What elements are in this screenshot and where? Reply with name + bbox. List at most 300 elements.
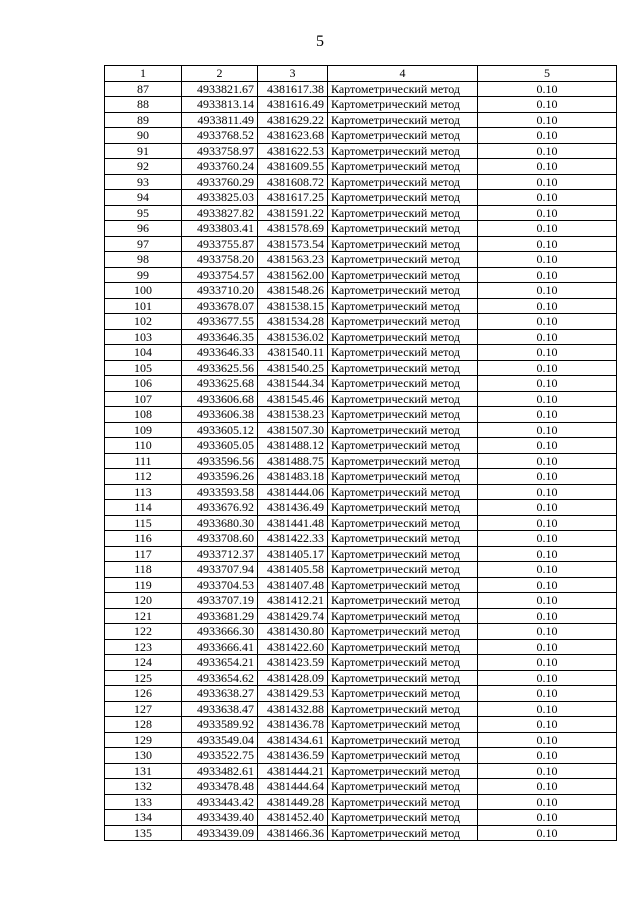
x-coordinate-cell: 4933754.57 bbox=[182, 267, 258, 283]
y-coordinate-cell: 4381548.26 bbox=[258, 283, 328, 299]
accuracy-cell: 0.10 bbox=[478, 608, 617, 624]
y-coordinate-cell: 4381538.15 bbox=[258, 298, 328, 314]
method-cell: Картометрический метод bbox=[328, 748, 478, 764]
y-coordinate-cell: 4381538.23 bbox=[258, 407, 328, 423]
method-cell: Картометрический метод bbox=[328, 298, 478, 314]
table-row bbox=[105, 314, 617, 330]
method-cell: Картометрический метод bbox=[328, 252, 478, 268]
point-number-cell: 119 bbox=[105, 577, 182, 593]
point-number-cell: 100 bbox=[105, 283, 182, 299]
method-cell: Картометрический метод bbox=[328, 143, 478, 159]
point-number-cell: 105 bbox=[105, 360, 182, 376]
x-coordinate-cell: 4933760.29 bbox=[182, 174, 258, 190]
x-coordinate-cell: 4933707.94 bbox=[182, 562, 258, 578]
method-cell: Картометрический метод bbox=[328, 624, 478, 640]
accuracy-cell: 0.10 bbox=[478, 407, 617, 423]
method-cell: Картометрический метод bbox=[328, 779, 478, 795]
point-number-cell: 120 bbox=[105, 593, 182, 609]
x-coordinate-cell: 4933825.03 bbox=[182, 190, 258, 206]
x-coordinate-cell: 4933625.68 bbox=[182, 376, 258, 392]
point-number-cell: 114 bbox=[105, 500, 182, 516]
y-coordinate-cell: 4381405.17 bbox=[258, 546, 328, 562]
accuracy-cell: 0.10 bbox=[478, 329, 617, 345]
method-cell: Картометрический метод bbox=[328, 174, 478, 190]
accuracy-cell: 0.10 bbox=[478, 515, 617, 531]
y-coordinate-cell: 4381622.53 bbox=[258, 143, 328, 159]
table-row bbox=[105, 701, 617, 717]
x-coordinate-cell: 4933478.48 bbox=[182, 779, 258, 795]
table-row bbox=[105, 779, 617, 795]
y-coordinate-cell: 4381429.53 bbox=[258, 686, 328, 702]
method-cell: Картометрический метод bbox=[328, 267, 478, 283]
table-row bbox=[105, 422, 617, 438]
method-cell: Картометрический метод bbox=[328, 112, 478, 128]
point-number-cell: 108 bbox=[105, 407, 182, 423]
table-row bbox=[105, 453, 617, 469]
method-cell: Картометрический метод bbox=[328, 205, 478, 221]
y-coordinate-cell: 4381507.30 bbox=[258, 422, 328, 438]
accuracy-cell: 0.10 bbox=[478, 717, 617, 733]
accuracy-cell: 0.10 bbox=[478, 624, 617, 640]
table-row bbox=[105, 267, 617, 283]
point-number-cell: 98 bbox=[105, 252, 182, 268]
table-row bbox=[105, 298, 617, 314]
column-header-4: 4 bbox=[328, 66, 478, 82]
y-coordinate-cell: 4381608.72 bbox=[258, 174, 328, 190]
accuracy-cell: 0.10 bbox=[478, 205, 617, 221]
y-coordinate-cell: 4381540.25 bbox=[258, 360, 328, 376]
y-coordinate-cell: 4381609.55 bbox=[258, 159, 328, 175]
method-cell: Картометрический метод bbox=[328, 376, 478, 392]
accuracy-cell: 0.10 bbox=[478, 221, 617, 237]
y-coordinate-cell: 4381452.40 bbox=[258, 810, 328, 826]
accuracy-cell: 0.10 bbox=[478, 128, 617, 144]
table-row bbox=[105, 345, 617, 361]
accuracy-cell: 0.10 bbox=[478, 748, 617, 764]
table-row bbox=[105, 174, 617, 190]
method-cell: Картометрический метод bbox=[328, 810, 478, 826]
method-cell: Картометрический метод bbox=[328, 763, 478, 779]
x-coordinate-cell: 4933482.61 bbox=[182, 763, 258, 779]
x-coordinate-cell: 4933605.12 bbox=[182, 422, 258, 438]
y-coordinate-cell: 4381436.59 bbox=[258, 748, 328, 764]
y-coordinate-cell: 4381534.28 bbox=[258, 314, 328, 330]
method-cell: Картометрический метод bbox=[328, 794, 478, 810]
y-coordinate-cell: 4381434.61 bbox=[258, 732, 328, 748]
x-coordinate-cell: 4933638.27 bbox=[182, 686, 258, 702]
accuracy-cell: 0.10 bbox=[478, 469, 617, 485]
point-number-cell: 102 bbox=[105, 314, 182, 330]
table-row bbox=[105, 329, 617, 345]
accuracy-cell: 0.10 bbox=[478, 562, 617, 578]
x-coordinate-cell: 4933758.20 bbox=[182, 252, 258, 268]
table-row bbox=[105, 515, 617, 531]
x-coordinate-cell: 4933681.29 bbox=[182, 608, 258, 624]
point-number-cell: 104 bbox=[105, 345, 182, 361]
y-coordinate-cell: 4381573.54 bbox=[258, 236, 328, 252]
point-number-cell: 103 bbox=[105, 329, 182, 345]
x-coordinate-cell: 4933589.92 bbox=[182, 717, 258, 733]
y-coordinate-cell: 4381616.49 bbox=[258, 97, 328, 113]
table-row bbox=[105, 608, 617, 624]
table-row bbox=[105, 128, 617, 144]
table-row bbox=[105, 236, 617, 252]
y-coordinate-cell: 4381430.80 bbox=[258, 624, 328, 640]
table-row bbox=[105, 655, 617, 671]
column-header-5: 5 bbox=[478, 66, 617, 82]
y-coordinate-cell: 4381423.59 bbox=[258, 655, 328, 671]
accuracy-cell: 0.10 bbox=[478, 252, 617, 268]
point-number-cell: 118 bbox=[105, 562, 182, 578]
table-row bbox=[105, 732, 617, 748]
x-coordinate-cell: 4933704.53 bbox=[182, 577, 258, 593]
point-number-cell: 113 bbox=[105, 484, 182, 500]
x-coordinate-cell: 4933811.49 bbox=[182, 112, 258, 128]
method-cell: Картометрический метод bbox=[328, 81, 478, 97]
y-coordinate-cell: 4381578.69 bbox=[258, 221, 328, 237]
y-coordinate-cell: 4381429.74 bbox=[258, 608, 328, 624]
point-number-cell: 111 bbox=[105, 453, 182, 469]
x-coordinate-cell: 4933768.52 bbox=[182, 128, 258, 144]
x-coordinate-cell: 4933710.20 bbox=[182, 283, 258, 299]
table-row bbox=[105, 593, 617, 609]
accuracy-cell: 0.10 bbox=[478, 453, 617, 469]
point-number-cell: 132 bbox=[105, 779, 182, 795]
table-row bbox=[105, 221, 617, 237]
accuracy-cell: 0.10 bbox=[478, 81, 617, 97]
point-number-cell: 95 bbox=[105, 205, 182, 221]
y-coordinate-cell: 4381436.78 bbox=[258, 717, 328, 733]
accuracy-cell: 0.10 bbox=[478, 577, 617, 593]
point-number-cell: 130 bbox=[105, 748, 182, 764]
x-coordinate-cell: 4933439.09 bbox=[182, 825, 258, 841]
point-number-cell: 121 bbox=[105, 608, 182, 624]
method-cell: Картометрический метод bbox=[328, 438, 478, 454]
x-coordinate-cell: 4933596.26 bbox=[182, 469, 258, 485]
column-header-2: 2 bbox=[182, 66, 258, 82]
table-row bbox=[105, 794, 617, 810]
accuracy-cell: 0.10 bbox=[478, 686, 617, 702]
table-row bbox=[105, 283, 617, 299]
method-cell: Картометрический метод bbox=[328, 391, 478, 407]
accuracy-cell: 0.10 bbox=[478, 236, 617, 252]
accuracy-cell: 0.10 bbox=[478, 763, 617, 779]
table-row bbox=[105, 577, 617, 593]
accuracy-cell: 0.10 bbox=[478, 174, 617, 190]
point-number-cell: 96 bbox=[105, 221, 182, 237]
accuracy-cell: 0.10 bbox=[478, 159, 617, 175]
y-coordinate-cell: 4381428.09 bbox=[258, 670, 328, 686]
table-row bbox=[105, 252, 617, 268]
x-coordinate-cell: 4933813.14 bbox=[182, 97, 258, 113]
x-coordinate-cell: 4933666.30 bbox=[182, 624, 258, 640]
x-coordinate-cell: 4933443.42 bbox=[182, 794, 258, 810]
table-row bbox=[105, 376, 617, 392]
method-cell: Картометрический метод bbox=[328, 97, 478, 113]
method-cell: Картометрический метод bbox=[328, 531, 478, 547]
x-coordinate-cell: 4933606.38 bbox=[182, 407, 258, 423]
accuracy-cell: 0.10 bbox=[478, 422, 617, 438]
y-coordinate-cell: 4381444.21 bbox=[258, 763, 328, 779]
y-coordinate-cell: 4381405.58 bbox=[258, 562, 328, 578]
table-row bbox=[105, 438, 617, 454]
point-number-cell: 135 bbox=[105, 825, 182, 841]
method-cell: Картометрический метод bbox=[328, 608, 478, 624]
accuracy-cell: 0.10 bbox=[478, 546, 617, 562]
method-cell: Картометрический метод bbox=[328, 546, 478, 562]
method-cell: Картометрический метод bbox=[328, 314, 478, 330]
y-coordinate-cell: 4381591.22 bbox=[258, 205, 328, 221]
point-number-cell: 125 bbox=[105, 670, 182, 686]
method-cell: Картометрический метод bbox=[328, 190, 478, 206]
point-number-cell: 89 bbox=[105, 112, 182, 128]
x-coordinate-cell: 4933678.07 bbox=[182, 298, 258, 314]
table-row bbox=[105, 825, 617, 841]
accuracy-cell: 0.10 bbox=[478, 376, 617, 392]
point-number-cell: 115 bbox=[105, 515, 182, 531]
accuracy-cell: 0.10 bbox=[478, 112, 617, 128]
y-coordinate-cell: 4381407.48 bbox=[258, 577, 328, 593]
point-number-cell: 129 bbox=[105, 732, 182, 748]
x-coordinate-cell: 4933707.19 bbox=[182, 593, 258, 609]
point-number-cell: 88 bbox=[105, 97, 182, 113]
accuracy-cell: 0.10 bbox=[478, 825, 617, 841]
y-coordinate-cell: 4381412.21 bbox=[258, 593, 328, 609]
method-cell: Картометрический метод bbox=[328, 422, 478, 438]
table-row bbox=[105, 763, 617, 779]
method-cell: Картометрический метод bbox=[328, 500, 478, 516]
y-coordinate-cell: 4381536.02 bbox=[258, 329, 328, 345]
accuracy-cell: 0.10 bbox=[478, 655, 617, 671]
page-number: 5 bbox=[316, 33, 324, 50]
x-coordinate-cell: 4933676.92 bbox=[182, 500, 258, 516]
x-coordinate-cell: 4933593.58 bbox=[182, 484, 258, 500]
accuracy-cell: 0.10 bbox=[478, 670, 617, 686]
y-coordinate-cell: 4381432.88 bbox=[258, 701, 328, 717]
table-row bbox=[105, 670, 617, 686]
y-coordinate-cell: 4381422.60 bbox=[258, 639, 328, 655]
accuracy-cell: 0.10 bbox=[478, 531, 617, 547]
y-coordinate-cell: 4381617.25 bbox=[258, 190, 328, 206]
point-number-cell: 109 bbox=[105, 422, 182, 438]
point-number-cell: 122 bbox=[105, 624, 182, 640]
table-row bbox=[105, 686, 617, 702]
point-number-cell: 97 bbox=[105, 236, 182, 252]
x-coordinate-cell: 4933755.87 bbox=[182, 236, 258, 252]
x-coordinate-cell: 4933677.55 bbox=[182, 314, 258, 330]
method-cell: Картометрический метод bbox=[328, 221, 478, 237]
table-row bbox=[105, 748, 617, 764]
y-coordinate-cell: 4381441.48 bbox=[258, 515, 328, 531]
point-number-cell: 94 bbox=[105, 190, 182, 206]
method-cell: Картометрический метод bbox=[328, 593, 478, 609]
method-cell: Картометрический метод bbox=[328, 686, 478, 702]
method-cell: Картометрический метод bbox=[328, 515, 478, 531]
table-body bbox=[105, 81, 617, 841]
method-cell: Картометрический метод bbox=[328, 236, 478, 252]
x-coordinate-cell: 4933596.56 bbox=[182, 453, 258, 469]
y-coordinate-cell: 4381422.33 bbox=[258, 531, 328, 547]
table-row bbox=[105, 624, 617, 640]
point-number-cell: 126 bbox=[105, 686, 182, 702]
x-coordinate-cell: 4933646.35 bbox=[182, 329, 258, 345]
point-number-cell: 133 bbox=[105, 794, 182, 810]
point-number-cell: 90 bbox=[105, 128, 182, 144]
table-row bbox=[105, 484, 617, 500]
method-cell: Картометрический метод bbox=[328, 670, 478, 686]
accuracy-cell: 0.10 bbox=[478, 484, 617, 500]
x-coordinate-cell: 4933821.67 bbox=[182, 81, 258, 97]
y-coordinate-cell: 4381544.34 bbox=[258, 376, 328, 392]
y-coordinate-cell: 4381444.06 bbox=[258, 484, 328, 500]
y-coordinate-cell: 4381483.18 bbox=[258, 469, 328, 485]
column-header-1: 1 bbox=[105, 66, 182, 82]
x-coordinate-cell: 4933760.24 bbox=[182, 159, 258, 175]
x-coordinate-cell: 4933712.37 bbox=[182, 546, 258, 562]
x-coordinate-cell: 4933708.60 bbox=[182, 531, 258, 547]
x-coordinate-cell: 4933625.56 bbox=[182, 360, 258, 376]
point-number-cell: 128 bbox=[105, 717, 182, 733]
point-number-cell: 110 bbox=[105, 438, 182, 454]
point-number-cell: 107 bbox=[105, 391, 182, 407]
accuracy-cell: 0.10 bbox=[478, 143, 617, 159]
x-coordinate-cell: 4933638.47 bbox=[182, 701, 258, 717]
accuracy-cell: 0.10 bbox=[478, 701, 617, 717]
accuracy-cell: 0.10 bbox=[478, 190, 617, 206]
accuracy-cell: 0.10 bbox=[478, 593, 617, 609]
accuracy-cell: 0.10 bbox=[478, 732, 617, 748]
point-number-cell: 106 bbox=[105, 376, 182, 392]
accuracy-cell: 0.10 bbox=[478, 360, 617, 376]
method-cell: Картометрический метод bbox=[328, 655, 478, 671]
x-coordinate-cell: 4933606.68 bbox=[182, 391, 258, 407]
y-coordinate-cell: 4381488.75 bbox=[258, 453, 328, 469]
accuracy-cell: 0.10 bbox=[478, 438, 617, 454]
y-coordinate-cell: 4381545.46 bbox=[258, 391, 328, 407]
y-coordinate-cell: 4381488.12 bbox=[258, 438, 328, 454]
x-coordinate-cell: 4933439.40 bbox=[182, 810, 258, 826]
point-number-cell: 92 bbox=[105, 159, 182, 175]
accuracy-cell: 0.10 bbox=[478, 345, 617, 361]
table-row bbox=[105, 562, 617, 578]
column-header-3: 3 bbox=[258, 66, 328, 82]
method-cell: Картометрический метод bbox=[328, 360, 478, 376]
method-cell: Картометрический метод bbox=[328, 639, 478, 655]
table-row bbox=[105, 391, 617, 407]
method-cell: Картометрический метод bbox=[328, 577, 478, 593]
point-number-cell: 116 bbox=[105, 531, 182, 547]
accuracy-cell: 0.10 bbox=[478, 391, 617, 407]
x-coordinate-cell: 4933646.33 bbox=[182, 345, 258, 361]
table-row bbox=[105, 546, 617, 562]
method-cell: Картометрический метод bbox=[328, 283, 478, 299]
y-coordinate-cell: 4381563.23 bbox=[258, 252, 328, 268]
table-row bbox=[105, 143, 617, 159]
method-cell: Картометрический метод bbox=[328, 469, 478, 485]
point-number-cell: 112 bbox=[105, 469, 182, 485]
table-row bbox=[105, 112, 617, 128]
point-number-cell: 101 bbox=[105, 298, 182, 314]
accuracy-cell: 0.10 bbox=[478, 283, 617, 299]
accuracy-cell: 0.10 bbox=[478, 500, 617, 516]
point-number-cell: 131 bbox=[105, 763, 182, 779]
accuracy-cell: 0.10 bbox=[478, 298, 617, 314]
point-number-cell: 124 bbox=[105, 655, 182, 671]
method-cell: Картометрический метод bbox=[328, 717, 478, 733]
y-coordinate-cell: 4381540.11 bbox=[258, 345, 328, 361]
x-coordinate-cell: 4933666.41 bbox=[182, 639, 258, 655]
method-cell: Картометрический метод bbox=[328, 732, 478, 748]
coordinates-table bbox=[104, 65, 617, 841]
table-row bbox=[105, 639, 617, 655]
point-number-cell: 134 bbox=[105, 810, 182, 826]
x-coordinate-cell: 4933758.97 bbox=[182, 143, 258, 159]
accuracy-cell: 0.10 bbox=[478, 97, 617, 113]
header-row bbox=[105, 66, 617, 82]
y-coordinate-cell: 4381466.36 bbox=[258, 825, 328, 841]
x-coordinate-cell: 4933522.75 bbox=[182, 748, 258, 764]
y-coordinate-cell: 4381436.49 bbox=[258, 500, 328, 516]
point-number-cell: 99 bbox=[105, 267, 182, 283]
method-cell: Картометрический метод bbox=[328, 562, 478, 578]
accuracy-cell: 0.10 bbox=[478, 314, 617, 330]
table-row bbox=[105, 81, 617, 97]
point-number-cell: 87 bbox=[105, 81, 182, 97]
accuracy-cell: 0.10 bbox=[478, 779, 617, 795]
table-row bbox=[105, 531, 617, 547]
y-coordinate-cell: 4381444.64 bbox=[258, 779, 328, 795]
method-cell: Картометрический метод bbox=[328, 407, 478, 423]
x-coordinate-cell: 4933827.82 bbox=[182, 205, 258, 221]
point-number-cell: 93 bbox=[105, 174, 182, 190]
table-row bbox=[105, 407, 617, 423]
x-coordinate-cell: 4933680.30 bbox=[182, 515, 258, 531]
table-row bbox=[105, 190, 617, 206]
accuracy-cell: 0.10 bbox=[478, 794, 617, 810]
point-number-cell: 91 bbox=[105, 143, 182, 159]
table-row bbox=[105, 159, 617, 175]
table-row bbox=[105, 360, 617, 376]
point-number-cell: 117 bbox=[105, 546, 182, 562]
method-cell: Картометрический метод bbox=[328, 453, 478, 469]
x-coordinate-cell: 4933549.04 bbox=[182, 732, 258, 748]
point-number-cell: 127 bbox=[105, 701, 182, 717]
point-number-cell: 123 bbox=[105, 639, 182, 655]
y-coordinate-cell: 4381623.68 bbox=[258, 128, 328, 144]
accuracy-cell: 0.10 bbox=[478, 639, 617, 655]
method-cell: Картометрический метод bbox=[328, 159, 478, 175]
x-coordinate-cell: 4933605.05 bbox=[182, 438, 258, 454]
table-row bbox=[105, 717, 617, 733]
y-coordinate-cell: 4381562.00 bbox=[258, 267, 328, 283]
table-row bbox=[105, 500, 617, 516]
table-row bbox=[105, 469, 617, 485]
table-row bbox=[105, 97, 617, 113]
accuracy-cell: 0.10 bbox=[478, 810, 617, 826]
method-cell: Картометрический метод bbox=[328, 329, 478, 345]
x-coordinate-cell: 4933654.62 bbox=[182, 670, 258, 686]
method-cell: Картометрический метод bbox=[328, 701, 478, 717]
table-row bbox=[105, 810, 617, 826]
table-row bbox=[105, 205, 617, 221]
x-coordinate-cell: 4933803.41 bbox=[182, 221, 258, 237]
method-cell: Картометрический метод bbox=[328, 345, 478, 361]
y-coordinate-cell: 4381617.38 bbox=[258, 81, 328, 97]
accuracy-cell: 0.10 bbox=[478, 267, 617, 283]
x-coordinate-cell: 4933654.21 bbox=[182, 655, 258, 671]
method-cell: Картометрический метод bbox=[328, 825, 478, 841]
method-cell: Картометрический метод bbox=[328, 484, 478, 500]
